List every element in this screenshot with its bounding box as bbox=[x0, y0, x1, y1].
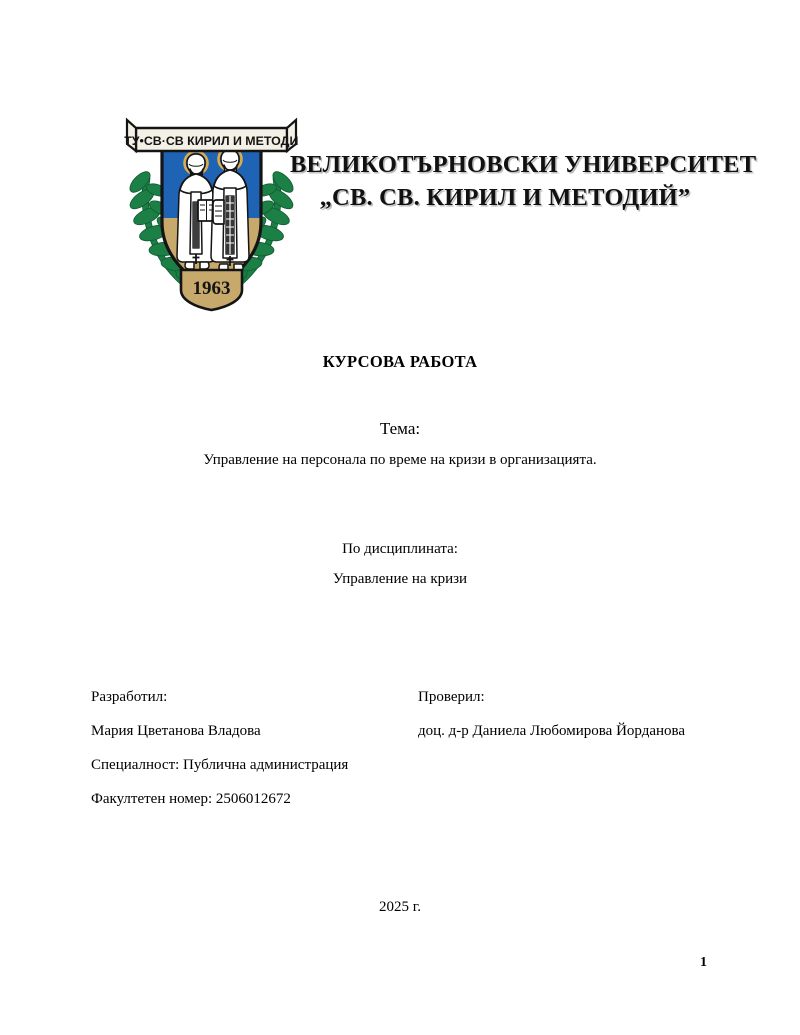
year-line: 2025 г. bbox=[379, 899, 421, 915]
logo-banner-text: ВТУ•СВ·СВ КИРИЛ И МЕТОДИЙ bbox=[124, 134, 299, 148]
reviewer-column bbox=[418, 690, 748, 758]
reviewer-name: доц. д-р Даниела Любомирова Йорданова bbox=[418, 723, 686, 739]
topic-label: Тема: bbox=[379, 419, 421, 438]
foundation-year-badge bbox=[181, 270, 242, 310]
reviewer-label: Проверил: bbox=[418, 689, 485, 705]
university-name-line-1: ВЕЛИКОТЪРНОВСКИ УНИВЕРСИТЕТ bbox=[290, 151, 757, 178]
topic-text: Управление на персонала по време на кризи в организацията. bbox=[203, 452, 597, 468]
credits-block bbox=[0, 690, 800, 810]
document-type-heading: КУРСОВА РАБОТА bbox=[322, 352, 478, 371]
author-faculty-number: Факултетен номер: 2506012672 bbox=[91, 791, 291, 807]
university-name-line-2: „СВ. СВ. КИРИЛ И МЕТОДИЙ” bbox=[319, 183, 691, 211]
page-number: 1 bbox=[700, 955, 707, 970]
vtu-coat-of-arms-logo bbox=[124, 104, 299, 312]
author-label: Разработил: bbox=[91, 689, 168, 705]
university-name bbox=[290, 149, 757, 214]
author-column bbox=[91, 690, 411, 826]
course-label: По дисциплината: bbox=[342, 541, 458, 557]
logo-banner-ribbon bbox=[124, 120, 299, 151]
author-name: Мария Цветанова Владова bbox=[91, 723, 261, 739]
foundation-year-text: 1963 bbox=[192, 278, 231, 299]
author-program: Специалност: Публична администрация bbox=[91, 757, 349, 773]
document-header bbox=[0, 104, 800, 319]
course-text: Управление на кризи bbox=[332, 571, 468, 587]
